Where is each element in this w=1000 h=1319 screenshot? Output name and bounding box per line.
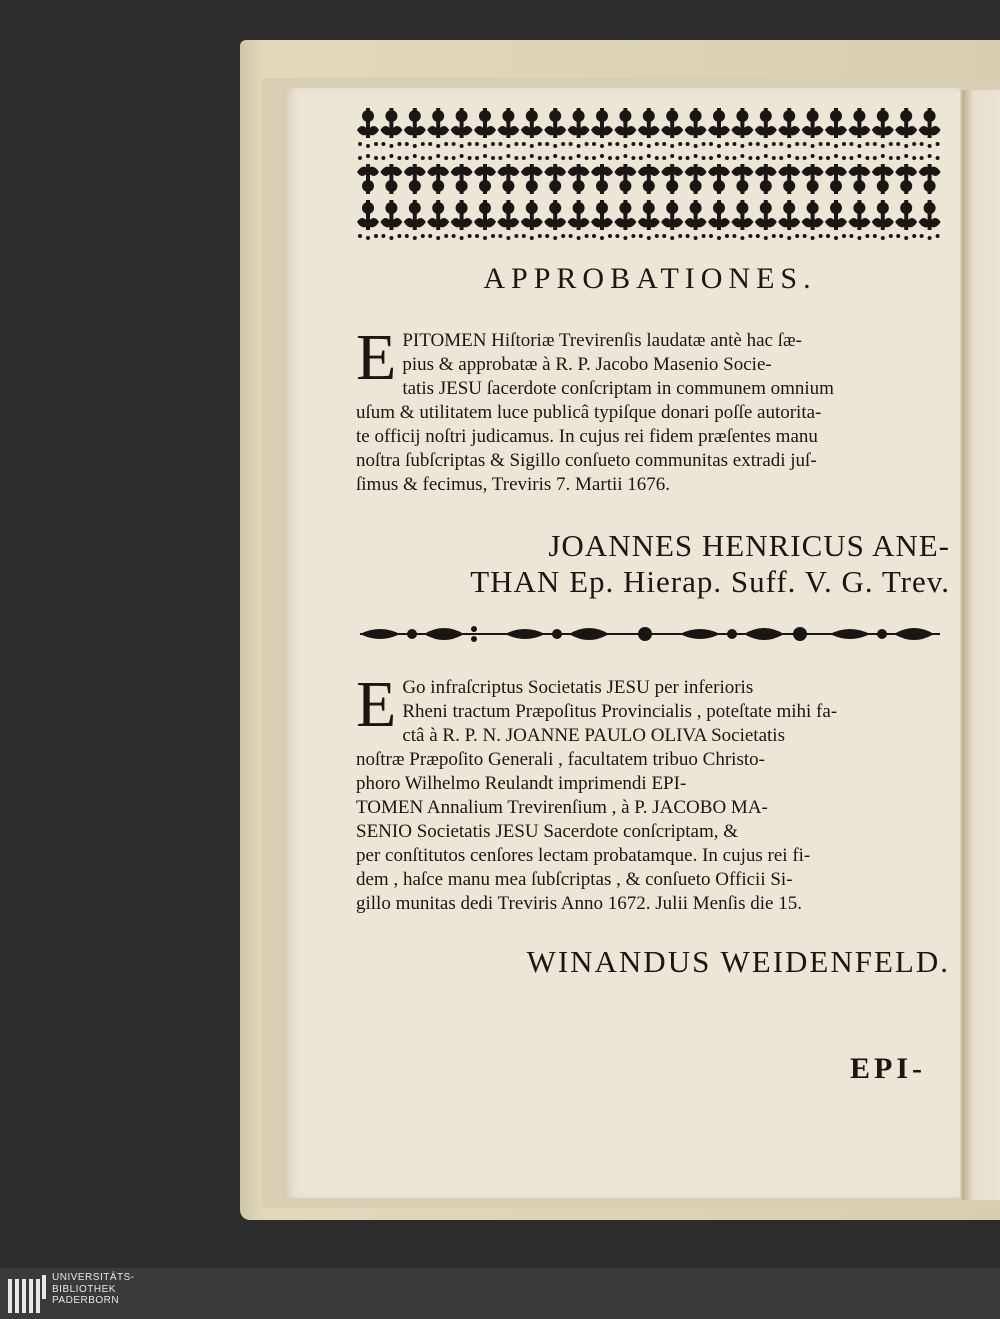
text-line: phoro Wilhelmo Reulandt imprimendi EPI- — [356, 773, 687, 794]
ornament-headpiece — [357, 108, 942, 248]
fleuron-ornament — [521, 154, 543, 194]
fleuron-ornament — [474, 154, 496, 194]
fleuron-ornament — [895, 108, 917, 148]
fleuron-ornament — [661, 200, 683, 240]
fleuron-ornament — [895, 200, 917, 240]
fleuron-ornament — [521, 108, 543, 148]
fleuron-ornament — [568, 154, 590, 194]
fleuron-ornament — [638, 200, 660, 240]
text-line: noſtræ Præpoſito Generali , facultatem tribuo Christo- — [356, 749, 765, 770]
fleuron-ornament — [708, 108, 730, 148]
fleuron-ornament — [919, 108, 941, 148]
fleuron-ornament — [825, 200, 847, 240]
fleuron-ornament — [427, 200, 449, 240]
approbation-paragraph-2 — [356, 668, 952, 916]
fleuron-ornament — [778, 154, 800, 194]
library-logo-text — [52, 1272, 135, 1307]
logo-line: PADERBORN — [52, 1295, 120, 1306]
text-line: PITOMEN Hiſtoriæ Trevirenſis laudatæ antè hac ſæ- — [402, 330, 802, 351]
fleuron-ornament — [638, 154, 660, 194]
fleuron-ornament — [380, 108, 402, 148]
signature-anethan — [350, 528, 950, 600]
fleuron-ornament — [357, 154, 379, 194]
text-line: SENIO Societatis JESU Sacerdote conſcriptam, & — [356, 821, 739, 842]
fleuron-ornament — [848, 108, 870, 148]
text-line: TOMEN Annalium Trevirenſium , à P. JACOBO MA- — [356, 797, 768, 818]
fleuron-ornament — [872, 200, 894, 240]
fleuron-ornament — [380, 200, 402, 240]
fleuron-ornament — [638, 108, 660, 148]
signature-line: JOANNES HENRICUS ANE- — [548, 528, 950, 563]
fleuron-ornament — [497, 200, 519, 240]
fleuron-ornament — [544, 108, 566, 148]
fleuron-ornament — [497, 154, 519, 194]
fleuron-ornament — [404, 108, 426, 148]
signature-line: THAN Ep. Hierap. Suff. V. G. Trev. — [470, 564, 950, 599]
text-line: gillo munitas dedi Treviris Anno 1672. Julii Menſis die 15. — [356, 893, 802, 914]
fleuron-ornament — [591, 154, 613, 194]
fleuron-ornament — [755, 154, 777, 194]
fleuron-ornament — [708, 200, 730, 240]
text-line: pius & approbatæ à R. P. Jacobo Masenio Socie- — [402, 354, 772, 375]
text-line: dem , haſce manu mea ſubſcriptas , & conſueto Officii Si- — [356, 869, 793, 890]
fleuron-ornament — [755, 200, 777, 240]
text-line: per conſtitutos cenſores lectam probatamque. In cujus rei fi- — [356, 845, 811, 866]
fleuron-ornament — [568, 108, 590, 148]
text-line: ctâ à R. P. N. JOANNE PAULO OLIVA Societatis — [402, 725, 785, 746]
fleuron-ornament — [848, 200, 870, 240]
fleuron-ornament — [731, 200, 753, 240]
library-bars-icon — [8, 1275, 46, 1313]
fleuron-ornament — [825, 108, 847, 148]
fleuron-ornament — [380, 154, 402, 194]
fleuron-ornament — [802, 154, 824, 194]
fleuron-ornament — [404, 200, 426, 240]
fleuron-ornament — [521, 200, 543, 240]
logo-line: UNIVERSITÄTS- — [52, 1272, 135, 1283]
fleuron-ornament — [427, 154, 449, 194]
fleuron-ornament — [872, 108, 894, 148]
signature-weidenfeld: WINANDUS WEIDENFELD. — [526, 944, 950, 979]
text-line: te officij noſtri judicamus. In cujus rei fidem præſentes manu — [356, 426, 818, 447]
fleuron-ornament — [825, 154, 847, 194]
fleuron-ornament — [497, 108, 519, 148]
fleuron-ornament — [755, 108, 777, 148]
fleuron-ornament — [614, 108, 636, 148]
approbation-paragraph-1 — [356, 321, 952, 497]
fleuron-ornament — [778, 200, 800, 240]
fleuron-ornament — [685, 108, 707, 148]
facing-page-edge — [962, 90, 1000, 1200]
fleuron-ornament — [661, 154, 683, 194]
fleuron-ornament — [427, 108, 449, 148]
text-line: ſimus & fecimus, Treviris 7. Martii 1676. — [356, 474, 671, 495]
fleuron-ornament — [614, 200, 636, 240]
fleuron-ornament — [685, 200, 707, 240]
fleuron-ornament — [451, 154, 473, 194]
fleuron-ornament — [474, 200, 496, 240]
fleuron-ornament — [544, 154, 566, 194]
fleuron-ornament — [802, 108, 824, 148]
drop-cap: E — [356, 668, 397, 741]
fleuron-ornament — [731, 154, 753, 194]
fleuron-ornament — [895, 154, 917, 194]
fleuron-ornament — [872, 154, 894, 194]
fleuron-ornament — [919, 200, 941, 240]
fleuron-ornament — [451, 200, 473, 240]
catchword: EPI- — [850, 1052, 926, 1085]
text-line: Go infraſcriptus Societatis JESU per inferioris — [402, 677, 754, 698]
fleuron-ornament — [568, 200, 590, 240]
fleuron-ornament — [661, 108, 683, 148]
fleuron-ornament — [404, 154, 426, 194]
fleuron-ornament — [919, 154, 941, 194]
page-heading: APPROBATIONES. — [483, 262, 817, 295]
fleuron-ornament — [451, 108, 473, 148]
text-line: Rheni tractum Præpoſitus Provincialis , poteſtate mihi fa- — [402, 701, 838, 722]
logo-line: BIBLIOTHEK — [52, 1283, 116, 1295]
footer-bar — [0, 1268, 1000, 1319]
fleuron-ornament — [591, 108, 613, 148]
drop-cap: E — [356, 321, 397, 394]
fleuron-ornament — [685, 154, 707, 194]
fleuron-ornament — [591, 200, 613, 240]
text-line: noſtra ſubſcriptas & Sigillo conſueto communitas extradi juſ- — [356, 450, 817, 471]
fleuron-ornament — [357, 108, 379, 148]
fleuron-ornament — [474, 108, 496, 148]
fleuron-ornament — [544, 200, 566, 240]
fleuron-ornament — [614, 154, 636, 194]
fleuron-ornament — [848, 154, 870, 194]
fleuron-ornament — [708, 154, 730, 194]
text-line: tatis JESU ſacerdote conſcriptam in communem omnium — [402, 378, 834, 399]
fleuron-ornament — [731, 108, 753, 148]
fleuron-ornament — [778, 108, 800, 148]
ornament-divider — [360, 619, 940, 649]
fleuron-ornament — [802, 200, 824, 240]
fleuron-ornament — [357, 200, 379, 240]
text-line: uſum & utilitatem luce publicâ typiſque donari poſſe autorita- — [356, 402, 822, 423]
